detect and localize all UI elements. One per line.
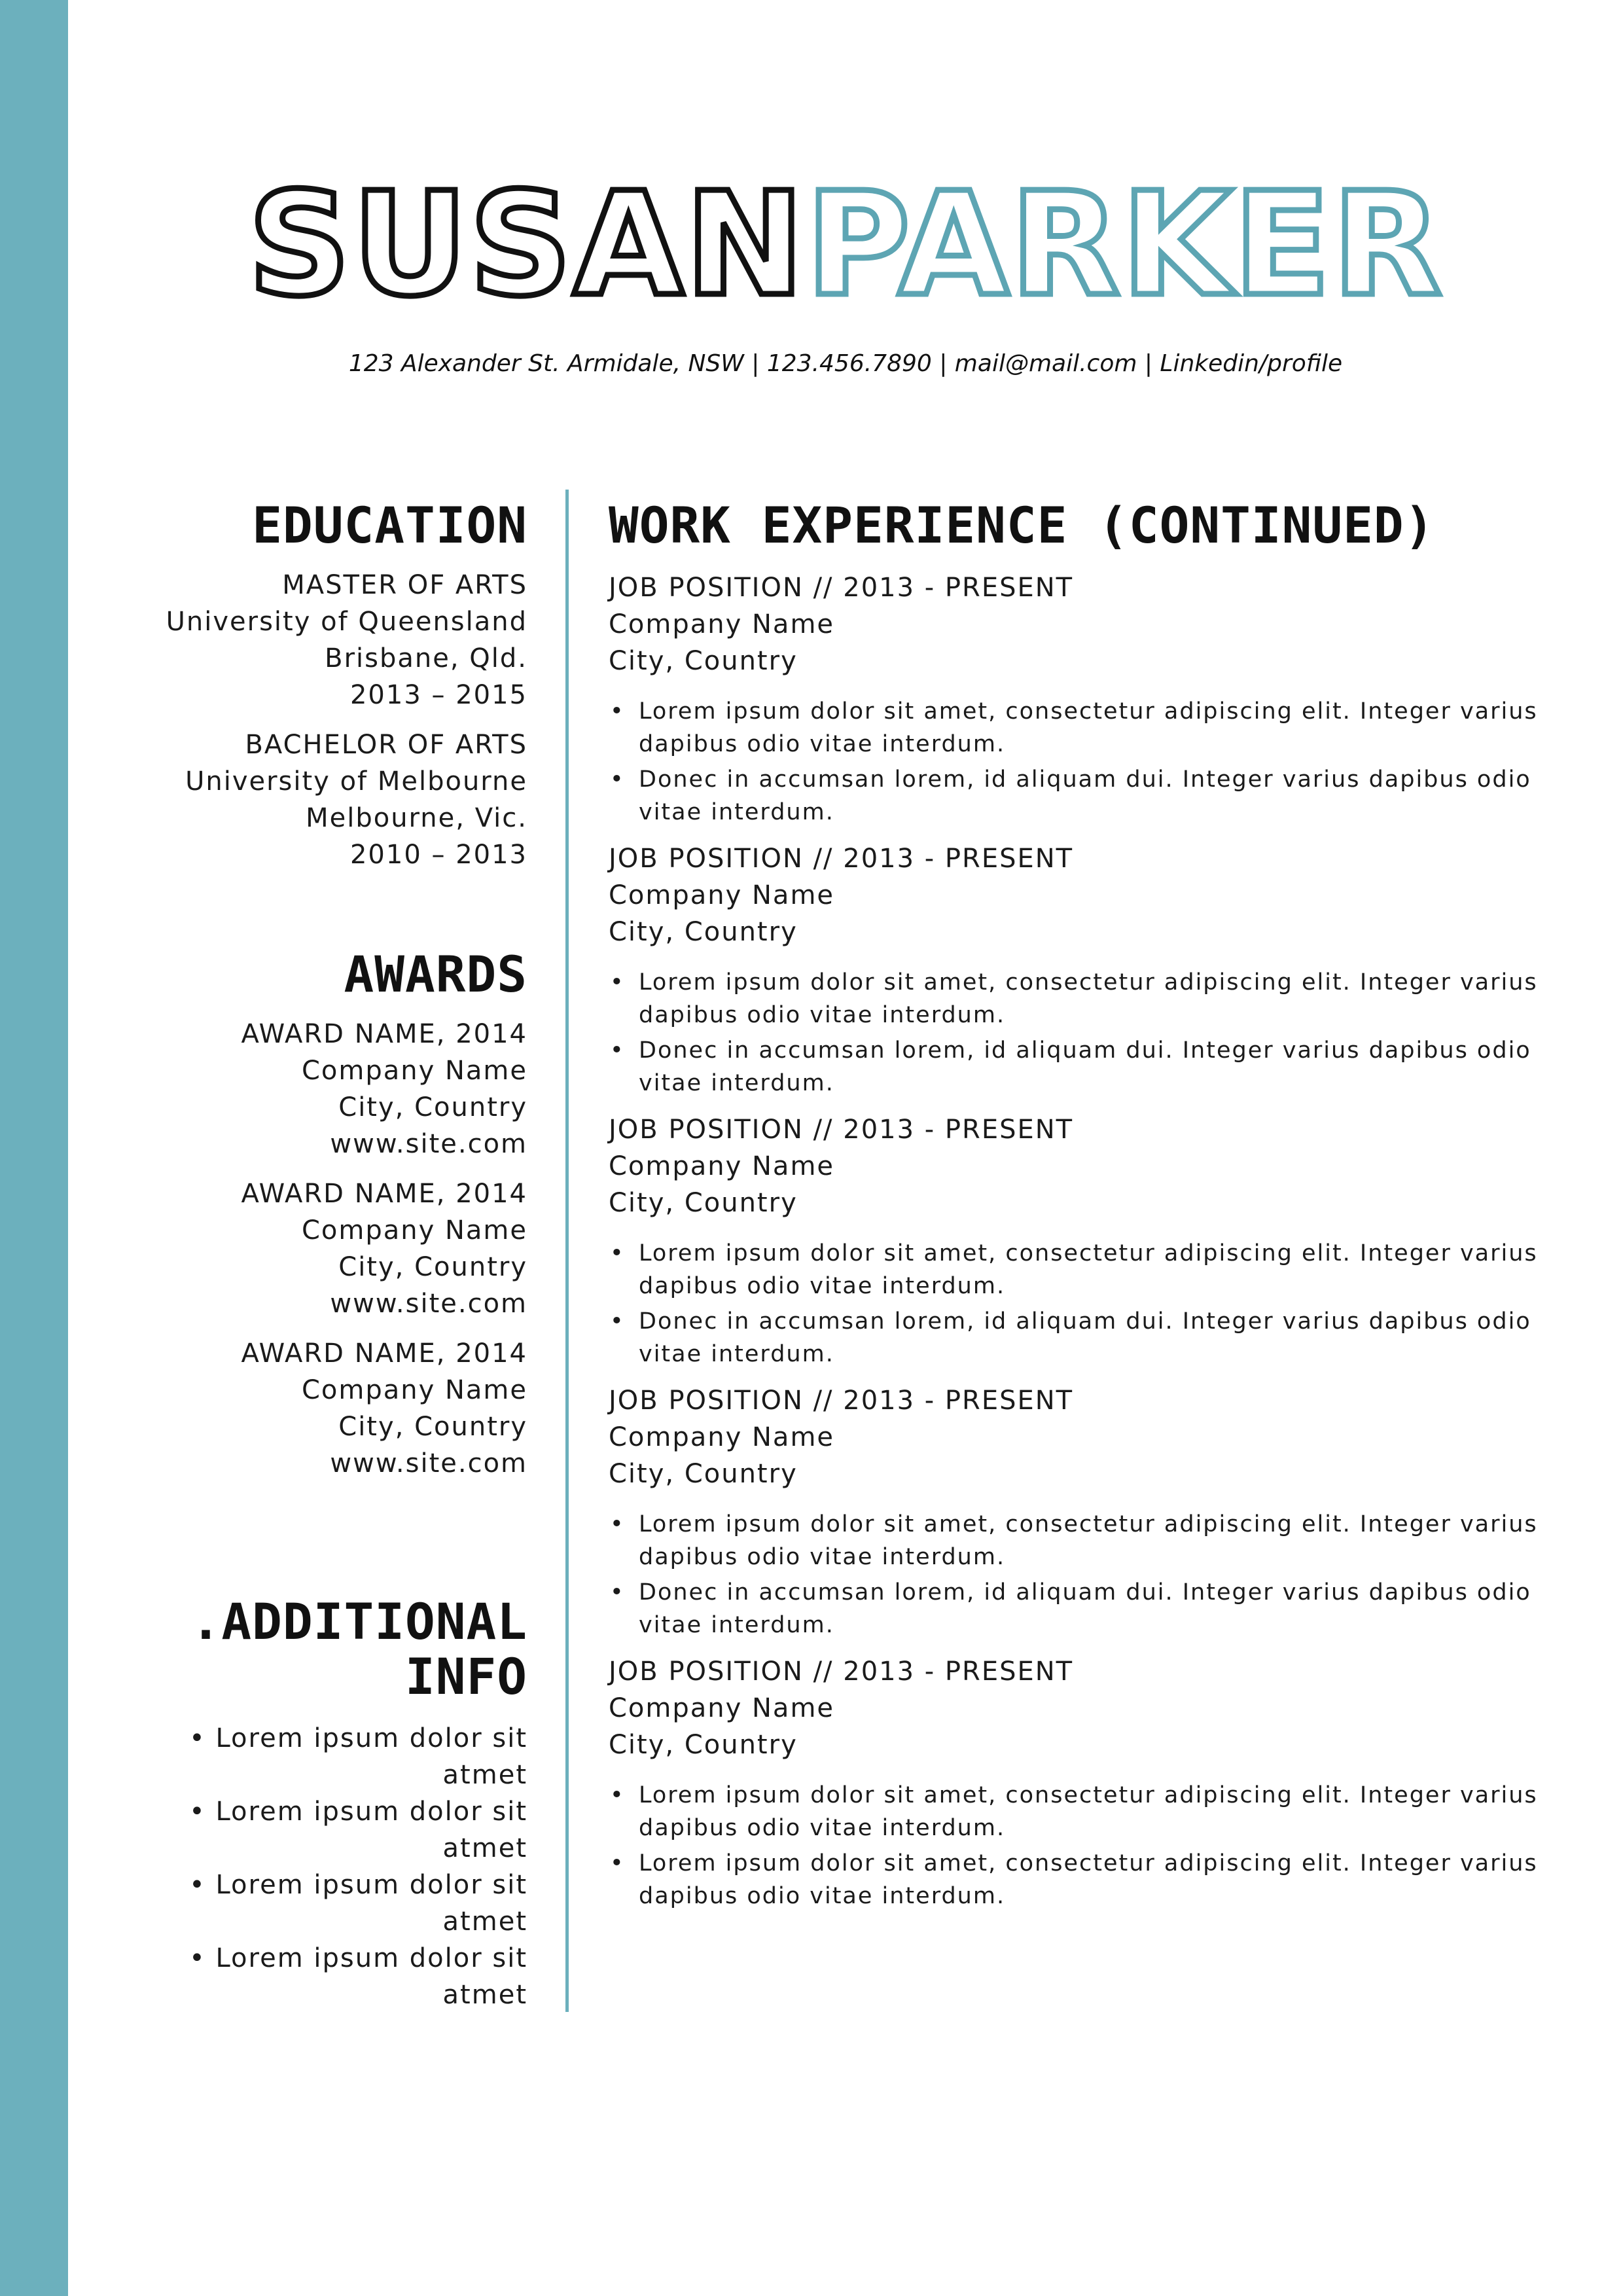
award-name: AWARD NAME, 2014 [241, 1179, 527, 1209]
job-entry [609, 840, 1538, 1100]
job-bullets [609, 966, 1538, 1100]
job-bullets [609, 1779, 1538, 1912]
education-title: EDUCATION [252, 496, 527, 554]
list-item: • Lorem ipsum dolor sit atmet [98, 1940, 527, 2013]
job-position: JOB POSITION // 2013 - PRESENT [609, 844, 1074, 874]
education-section [98, 497, 527, 873]
award-name: AWARD NAME, 2014 [241, 1019, 527, 1049]
right-column [609, 497, 1538, 1924]
accent-sidebar-bar [0, 0, 68, 2296]
job-company: Company Name [609, 1151, 835, 1181]
job-bullet: • Lorem ipsum dolor sit amet, consectetur adipiscing elit. Integer varius dapibus odio vitae interdum. [609, 1779, 1538, 1844]
award-company: Company Name [301, 1215, 527, 1246]
job-bullet: • Lorem ipsum dolor sit amet, consectetur adipiscing elit. Integer varius dapibus odio vitae interdum. [609, 1847, 1538, 1912]
awards-title: AWARDS [344, 945, 527, 1003]
award-entry [98, 1335, 527, 1482]
job-bullet: • Lorem ipsum dolor sit amet, consectetur adipiscing elit. Integer varius dapibus odio vitae interdum. [609, 1508, 1538, 1573]
award-company: Company Name [301, 1375, 527, 1405]
years: 2010 – 2013 [349, 840, 527, 870]
job-bullet: • Lorem ipsum dolor sit amet, consectetur adipiscing elit. Integer varius dapibus odio vitae interdum. [609, 1237, 1538, 1302]
list-item: • Lorem ipsum dolor sit atmet [98, 1720, 527, 1793]
left-column [98, 497, 527, 2013]
job-position: JOB POSITION // 2013 - PRESENT [609, 573, 1074, 603]
award-entry [98, 1016, 527, 1162]
award-city: City, Country [338, 1092, 527, 1122]
list-item: • Lorem ipsum dolor sit atmet [98, 1793, 527, 1867]
job-entry [609, 569, 1538, 829]
job-city: City, Country [609, 1188, 798, 1218]
awards-section [98, 946, 527, 1482]
column-divider [565, 490, 569, 2012]
last-name: PARKER [806, 162, 1444, 328]
job-position: JOB POSITION // 2013 - PRESENT [609, 1657, 1074, 1687]
job-position: JOB POSITION // 2013 - PRESENT [609, 1115, 1074, 1145]
job-entry [609, 1382, 1538, 1641]
award-site: www.site.com [330, 1129, 527, 1159]
job-bullet: • Donec in accumsan lorem, id aliquam dui. Integer varius dapibus odio vitae interdum. [609, 1305, 1538, 1371]
location: Brisbane, Qld. [325, 643, 527, 673]
job-city: City, Country [609, 1730, 798, 1760]
job-city: City, Country [609, 917, 798, 947]
degree: BACHELOR OF ARTS [245, 730, 527, 760]
job-city: City, Country [609, 1459, 798, 1489]
job-bullets [609, 1237, 1538, 1371]
additional-title-line1: .ADDITIONAL [190, 1592, 527, 1651]
award-name: AWARD NAME, 2014 [241, 1338, 527, 1369]
degree: MASTER OF ARTS [282, 570, 527, 600]
job-bullets [609, 695, 1538, 829]
job-city: City, Country [609, 646, 798, 676]
job-position: JOB POSITION // 2013 - PRESENT [609, 1386, 1074, 1416]
job-company: Company Name [609, 1422, 835, 1452]
school: University of Melbourne [185, 766, 527, 797]
award-city: City, Country [338, 1412, 527, 1442]
additional-title-line2: INFO [404, 1647, 527, 1706]
school: University of Queensland [166, 607, 527, 637]
job-bullets [609, 1508, 1538, 1641]
years: 2013 – 2015 [349, 680, 527, 710]
award-entry [98, 1175, 527, 1322]
name-heading [68, 164, 1623, 327]
list-item: • Lorem ipsum dolor sit atmet [98, 1867, 527, 1940]
job-bullet: • Donec in accumsan lorem, id aliquam dui. Integer varius dapibus odio vitae interdum. [609, 1034, 1538, 1100]
job-bullet: • Donec in accumsan lorem, id aliquam dui. Integer varius dapibus odio vitae interdum. [609, 763, 1538, 829]
job-bullet: • Donec in accumsan lorem, id aliquam dui. Integer varius dapibus odio vitae interdum. [609, 1576, 1538, 1641]
job-company: Company Name [609, 880, 835, 910]
job-entry [609, 1111, 1538, 1371]
job-bullet: • Lorem ipsum dolor sit amet, consectetur adipiscing elit. Integer varius dapibus odio vitae interdum. [609, 966, 1538, 1031]
award-city: City, Country [338, 1252, 527, 1282]
first-name: SUSAN [247, 162, 806, 328]
additional-info-list [98, 1720, 527, 2013]
job-company: Company Name [609, 609, 835, 639]
job-entry [609, 1653, 1538, 1912]
education-entry [98, 567, 527, 713]
work-experience-title: WORK EXPERIENCE (CONTINUED) [609, 496, 1435, 554]
award-company: Company Name [301, 1056, 527, 1086]
award-site: www.site.com [330, 1448, 527, 1479]
contact-line: 123 Alexander St. Armidale, NSW | 123.456.7890 | mail@mail.com | Linkedin/profile [348, 350, 1343, 377]
additional-info-title [98, 1594, 527, 1704]
job-company: Company Name [609, 1693, 835, 1723]
additional-info-section [98, 1594, 527, 2013]
award-site: www.site.com [330, 1289, 527, 1319]
job-bullet: • Lorem ipsum dolor sit amet, consectetur adipiscing elit. Integer varius dapibus odio vitae interdum. [609, 695, 1538, 761]
location: Melbourne, Vic. [306, 803, 527, 833]
education-entry [98, 726, 527, 873]
